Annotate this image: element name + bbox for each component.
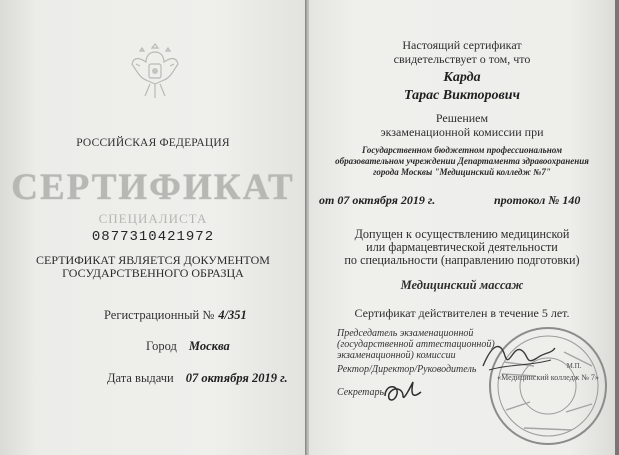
city-label: Город [146, 339, 177, 353]
coat-of-arms-emblem [130, 38, 180, 104]
state-document-notice [0, 254, 306, 280]
intro-line-2: свидетельствует о том, что [393, 52, 531, 66]
certificate-inner-right-page [309, 0, 615, 455]
city-value: Москва [188, 339, 230, 353]
holder-surname: Карда [443, 70, 481, 85]
issue-date-row [107, 369, 288, 387]
registration-label: Регистрационный № [104, 308, 215, 322]
admitted-text [309, 228, 615, 267]
secretary-caption: Секретарь [337, 387, 385, 398]
registration-row [104, 306, 247, 324]
certificate-cover-left-page [0, 0, 306, 455]
chair-line-1: Председатель экзаменационной [337, 328, 474, 339]
chair-line-3: экзаменационной) комиссии [337, 350, 456, 361]
notice-line-1: СЕРТИФИКАТ ЯВЛЯЕТСЯ ДОКУМЕНТОМ [36, 253, 270, 267]
decision-date: от 07 октября 2019 г. [319, 193, 436, 207]
decision-line-1: Решением [435, 111, 489, 125]
admitted-line-1: Допущен к осуществлению медицинской [354, 227, 570, 241]
chair-line-2: (государственной аттестационной) [337, 339, 495, 350]
admitted-line-3: по специальности (направлению подготовки) [344, 253, 580, 267]
institution-name [309, 145, 615, 178]
institution-line-1: Государственном бюджетном профессиональном [361, 145, 563, 155]
specialty-name: Медицинский массаж [400, 278, 524, 292]
stamp-initials: М.П. [566, 362, 582, 370]
issue-date-label: Дата выдачи [107, 371, 174, 385]
protocol-number: протокол № 140 [494, 193, 581, 207]
certificate-title: СЕРТИФИКАТ [11, 167, 295, 208]
serial-number: 0877310421972 [91, 229, 215, 245]
decision-line-2: экзаменационной комиссии при [380, 125, 544, 139]
certificate-subtitle: СПЕЦИАЛИСТА [98, 211, 208, 226]
commission-chair-caption [337, 328, 495, 361]
rector-caption: Ректор/Директор/Руководитель [337, 364, 477, 375]
notice-line-2: ГОСУДАРСТВЕННОГО ОБРАЗЦА [62, 266, 244, 280]
scan-edge [615, 0, 619, 455]
institution-line-3: города Москвы "Медицинский колледж №7" [373, 167, 551, 177]
holder-given-names: Тарас Викторович [404, 88, 520, 103]
institution-line-2: образовательном учреждении Департамента здравоохранения [335, 156, 589, 166]
validity-period: Сертификат действителен в течение 5 лет. [354, 306, 570, 320]
chair-signature [479, 336, 559, 376]
stamp-text: «Медицинский колледж № 7» [497, 373, 599, 382]
registration-value: 4/351 [218, 308, 247, 322]
intro-line-1: Настоящий сертификат [402, 38, 522, 52]
country-name: РОССИЙСКАЯ ФЕДЕРАЦИЯ [76, 137, 230, 149]
city-row [146, 337, 230, 355]
admitted-line-2: или фармацевтической деятельности [366, 240, 558, 254]
secretary-signature [381, 378, 425, 406]
issue-date-value: 07 октября 2019 г. [185, 371, 288, 385]
